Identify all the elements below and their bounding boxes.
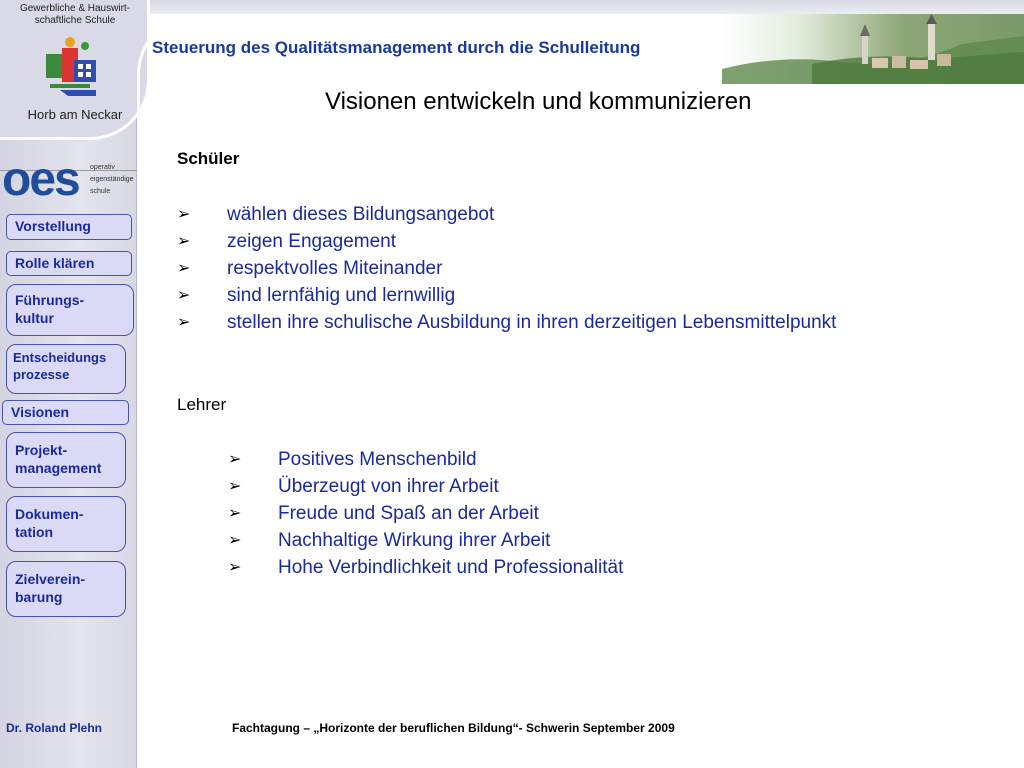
list-item: ➢ Freude und Spaß an der Arbeit [228,500,623,527]
nav-projektmanagement[interactable] [6,432,126,488]
nav-fuehrungskultur[interactable] [6,284,134,336]
list-item: ➢ sind lernfähig und lernwillig [177,282,836,309]
arrow-bullet-icon: ➢ [177,206,191,223]
oes-line-1: operativ [90,164,115,171]
schueler-list [177,201,836,336]
school-logo-icon [40,34,106,104]
header-title: Steuerung des Qualitätsmanagement durch die Schulleitung [152,38,641,57]
nav-rolle-klaeren[interactable] [6,251,132,276]
school-city: Horb am Neckar [27,107,123,122]
list-item: ➢ stellen ihre schulische Ausbildung in ihren derzeitigen Lebensmittelpunkt [177,309,836,336]
arrow-bullet-icon: ➢ [228,478,242,495]
school-name: Gewerbliche & Hauswirt-schaftliche Schule [19,3,131,26]
nav-label: Zielverein- barung [15,571,86,605]
footer-event: Fachtagung – „Horizonte der beruflichen Bildung“- Schwerin September 2009 [232,721,675,735]
nav-zielvereinbarung[interactable] [6,561,126,617]
nav-label: Führungs- kultur [15,292,85,326]
list-item: ➢ Positives Menschenbild [228,446,623,473]
town-photo-image [722,14,1024,84]
list-item: ➢ Hohe Verbindlichkeit und Professionalität [228,554,623,581]
nav-label: Entscheidungs prozesse [13,350,107,382]
arrow-bullet-icon: ➢ [177,260,191,277]
oes-logo [0,153,137,206]
nav-label: Rolle klären [15,255,95,271]
list-item: ➢ wählen dieses Bildungsangebot [177,201,836,228]
nav-label: Visionen [11,404,70,420]
list-item: ➢ zeigen Engagement [177,228,836,255]
nav-vorstellung[interactable] [6,214,132,240]
nav-dokumentation[interactable] [6,496,126,552]
arrow-bullet-icon: ➢ [177,287,191,304]
list-item: ➢ Nachhaltige Wirkung ihrer Arbeit [228,527,623,554]
arrow-bullet-icon: ➢ [228,505,242,522]
top-band [137,0,1024,14]
lehrer-list [228,446,623,581]
arrow-bullet-icon: ➢ [228,559,242,576]
arrow-bullet-icon: ➢ [228,532,242,549]
town-photo [722,14,1024,84]
list-item: ➢ Überzeugt von ihrer Arbeit [228,473,623,500]
arrow-bullet-icon: ➢ [177,233,191,250]
nav-visionen[interactable] [2,400,129,425]
nav-entscheidungsprozesse[interactable] [6,344,126,394]
section-heading-schueler: Schüler [177,149,240,168]
oes-line-2: eigenständige [90,176,134,183]
oes-tagline [90,162,134,198]
list-item: ➢ respektvolles Miteinander [177,255,836,282]
nav-label: Vorstellung [15,218,91,234]
arrow-bullet-icon: ➢ [177,314,191,331]
arrow-bullet-icon: ➢ [228,451,242,468]
slide-title: Visionen entwickeln und kommunizieren [325,88,752,115]
oes-line-3: schule [90,188,111,195]
nav-label: Projekt- management [15,442,102,476]
presenter-name: Dr. Roland Plehn [6,721,103,735]
section-heading-lehrer: Lehrer [177,395,227,414]
oes-mark: oes [2,153,79,206]
nav-label: Dokumen- tation [15,506,84,540]
